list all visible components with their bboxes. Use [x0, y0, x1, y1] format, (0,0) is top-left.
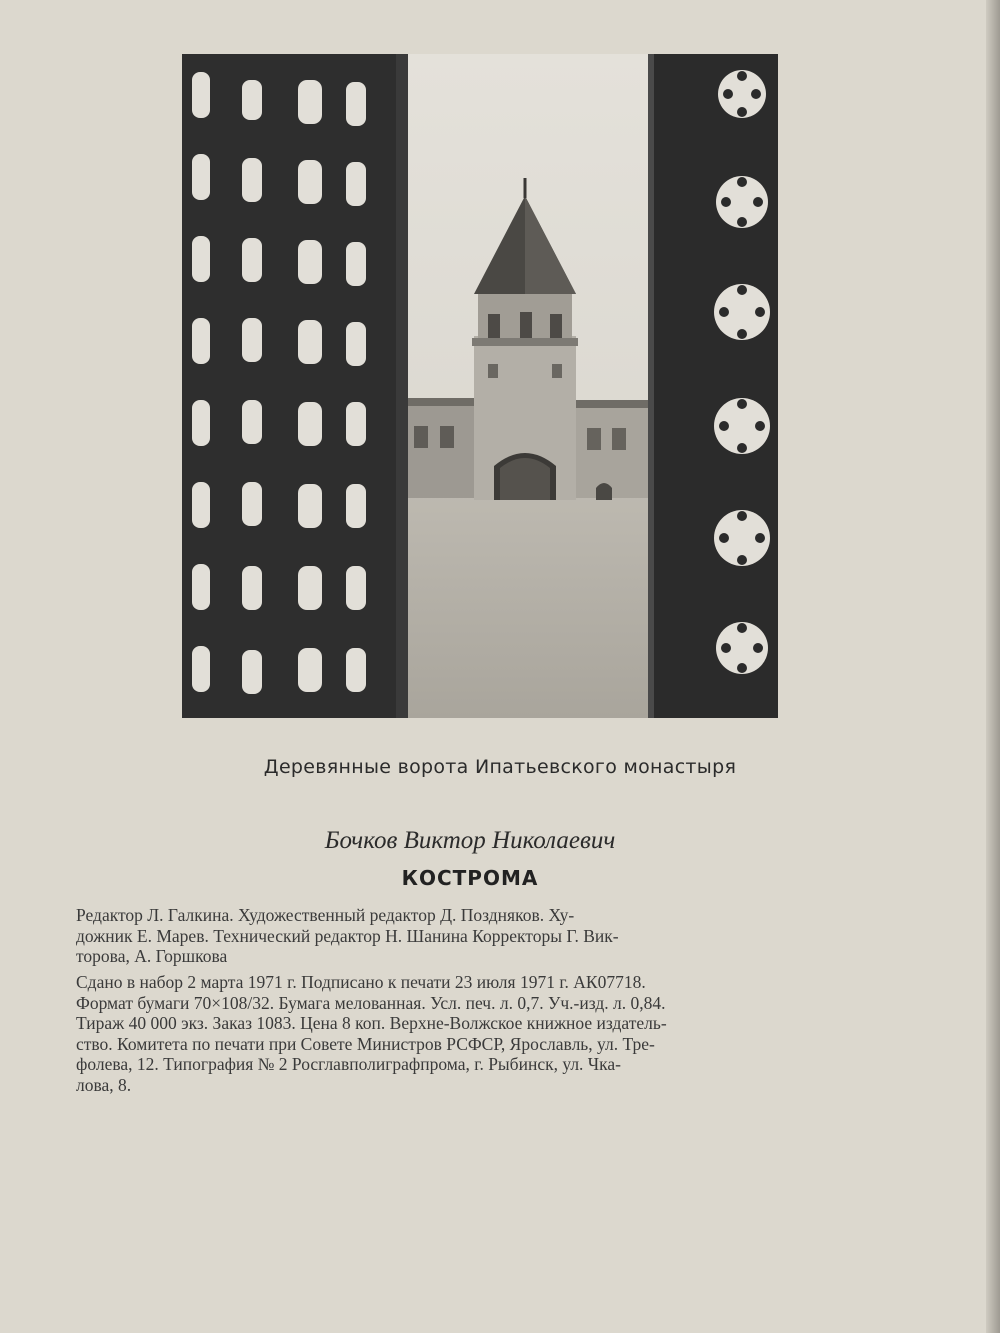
credits-line: дожник Е. Марев. Технический редактор Н. Шанина Корректоры Г. Вик- — [76, 925, 619, 946]
print-info-block — [76, 972, 906, 1095]
print-info-line: ство. Комитета по печати при Совете Министров РСФСР, Ярославль, ул. Тре- — [76, 1033, 655, 1054]
print-info-line: Тираж 40 000 экз. Заказ 1083. Цена 8 коп. Верхне-Волжское книжное издатель- — [76, 1013, 667, 1033]
photo-caption: Деревянные ворота Ипатьевского монастыря — [263, 756, 737, 778]
book-title: КОСТРОМА — [401, 866, 539, 890]
credits-line: Редактор Л. Галкина. Художественный редактор Д. Поздняков. Ху- — [76, 905, 575, 925]
credits-block — [76, 905, 906, 967]
author-name: Бочков Виктор Николаевич — [324, 827, 616, 854]
credits-line: торова, А. Горшкова — [76, 946, 228, 966]
page-edge — [986, 0, 1000, 1333]
print-info-line: Формат бумаги 70×108/32. Бумага мелованная. Усл. печ. л. 0,7. Уч.-изд. л. 0,84. — [76, 992, 666, 1013]
print-info-line: фолева, 12. Типография № 2 Росглавполиграфпрома, г. Рыбинск, ул. Чка- — [76, 1054, 622, 1074]
monastery-gate-photo — [182, 54, 778, 718]
print-info-line: лова, 8. — [76, 1074, 132, 1095]
print-info-line: Сдано в набор 2 марта 1971 г. Подписано к печати 23 июля 1971 г. АК07718. — [76, 972, 646, 992]
